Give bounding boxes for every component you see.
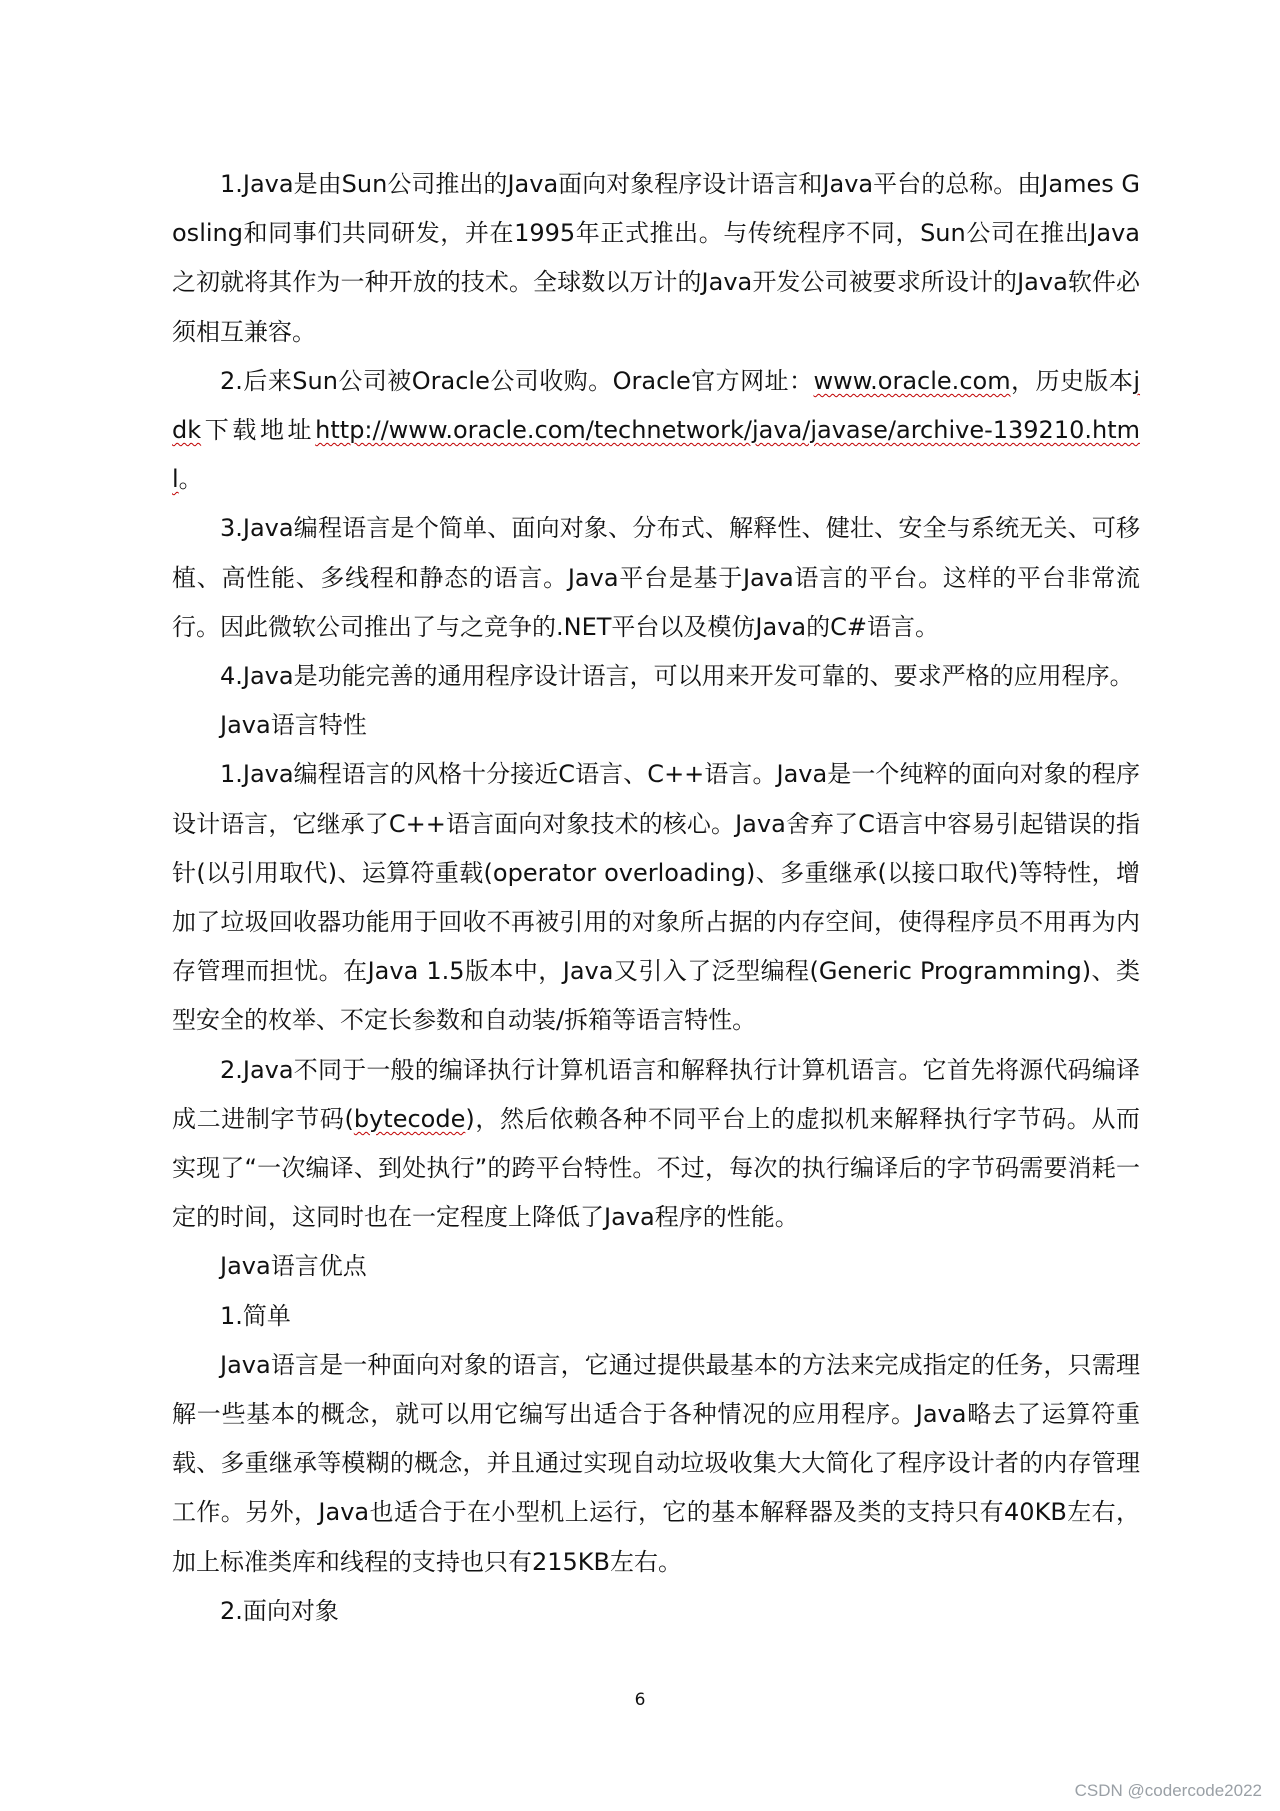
bytecode-text-after: )，然后依赖各种不同平台上的虚拟机来解释执行字节码。从而实现了“一次编译、到处执行”的跨平台特性。不过，每次的执行编译后的字节码需要消耗一定的时间，这同时也在一定程度上降低了Java程序的性能。 [172,1104,1140,1232]
oracle-text-end: 。 [178,465,203,494]
oracle-text-middle: ，历史版本 [1010,366,1134,395]
jdk-spelling-word: jdk [172,366,1141,445]
jdk-archive-link[interactable]: http://www.oracle.com/technetwork/java/javase/archive-139210.html [172,416,1140,494]
paragraph-feature-style: 1.Java编程语言的风格十分接近C语言、C++语言。Java是一个纯粹的面向对象的程序设计语言，它继承了C++语言面向对象技术的核心。Java舍弃了C语言中容易引起错误的指针(以引用取代)、运算符重载(operator overloading)、多重继承(以接口取代)等特性，增加了垃圾回收器功能用于回收不再被引用的对象所占据的内存空间，使得程序员不用再为内存管理而担忧。在Java 1.5版本中，Java又引入了泛型编程(Generic Programming)、类型安全的枚举、不定长参数和自动装/拆箱等语言特性。 [172,760,1140,1035]
heading-simple: 1.简单 [220,1301,291,1330]
csdn-watermark: CSDN @codercode2022 [1074,1781,1262,1800]
download-address-label: 下载地址 [201,416,316,445]
oracle-text-before-site: 2.后来Sun公司被Oracle公司收购。Oracle官方网址： [220,366,814,395]
paragraph-language-traits: 3.Java编程语言是个简单、面向对象、分布式、解释性、健壮、安全与系统无关、可移植、高性能、多线程和静态的语言。Java平台是基于Java语言的平台。这样的平台非常流行。因此微软公司推出了与之竞争的.NET平台以及模仿Java的C#语言。 [172,514,1140,641]
bytecode-spelling-word: bytecode [353,1104,466,1133]
heading-java-features: Java语言特性 [220,711,367,740]
paragraph-oracle-acquisition [172,357,1140,505]
paragraph-general-purpose: 4.Java是功能完善的通用程序设计语言，可以用来开发可靠的、要求严格的应用程序。 [220,662,1134,691]
paragraph-feature-bytecode [172,1046,1140,1243]
document-body [172,160,1140,1636]
heading-java-advantages: Java语言优点 [220,1252,367,1281]
page-number: 6 [634,1690,646,1710]
oracle-website-link[interactable]: www.oracle.com [813,366,1011,395]
paragraph-simple-description: Java语言是一种面向对象的语言，它通过提供最基本的方法来完成指定的任务，只需理解一些基本的概念，就可以用它编写出适合于各种情况的应用程序。Java略去了运算符重载、多重继承等模糊的概念，并且通过实现自动垃圾收集大大简化了程序设计者的内存管理工作。另外，Java也适合于在小型机上运行，它的基本解释器及类的支持只有40KB左右，加上标准类库和线程的支持也只有215KB左右。 [172,1350,1140,1576]
paragraph-java-intro: 1.Java是由Sun公司推出的Java面向对象程序设计语言和Java平台的总称。由James Gosling和同事们共同研发，并在1995年正式推出。与传统程序不同，Sun公司在推出Java之初就将其作为一种开放的技术。全球数以万计的Java开发公司被要求所设计的Java软件必须相互兼容。 [172,170,1140,346]
heading-object-oriented: 2.面向对象 [220,1596,339,1625]
bytecode-text-before: 2.Java不同于一般的编译执行计算机语言和解释执行计算机语言。它首先将源代码编译成二进制字节码( [172,1055,1140,1133]
